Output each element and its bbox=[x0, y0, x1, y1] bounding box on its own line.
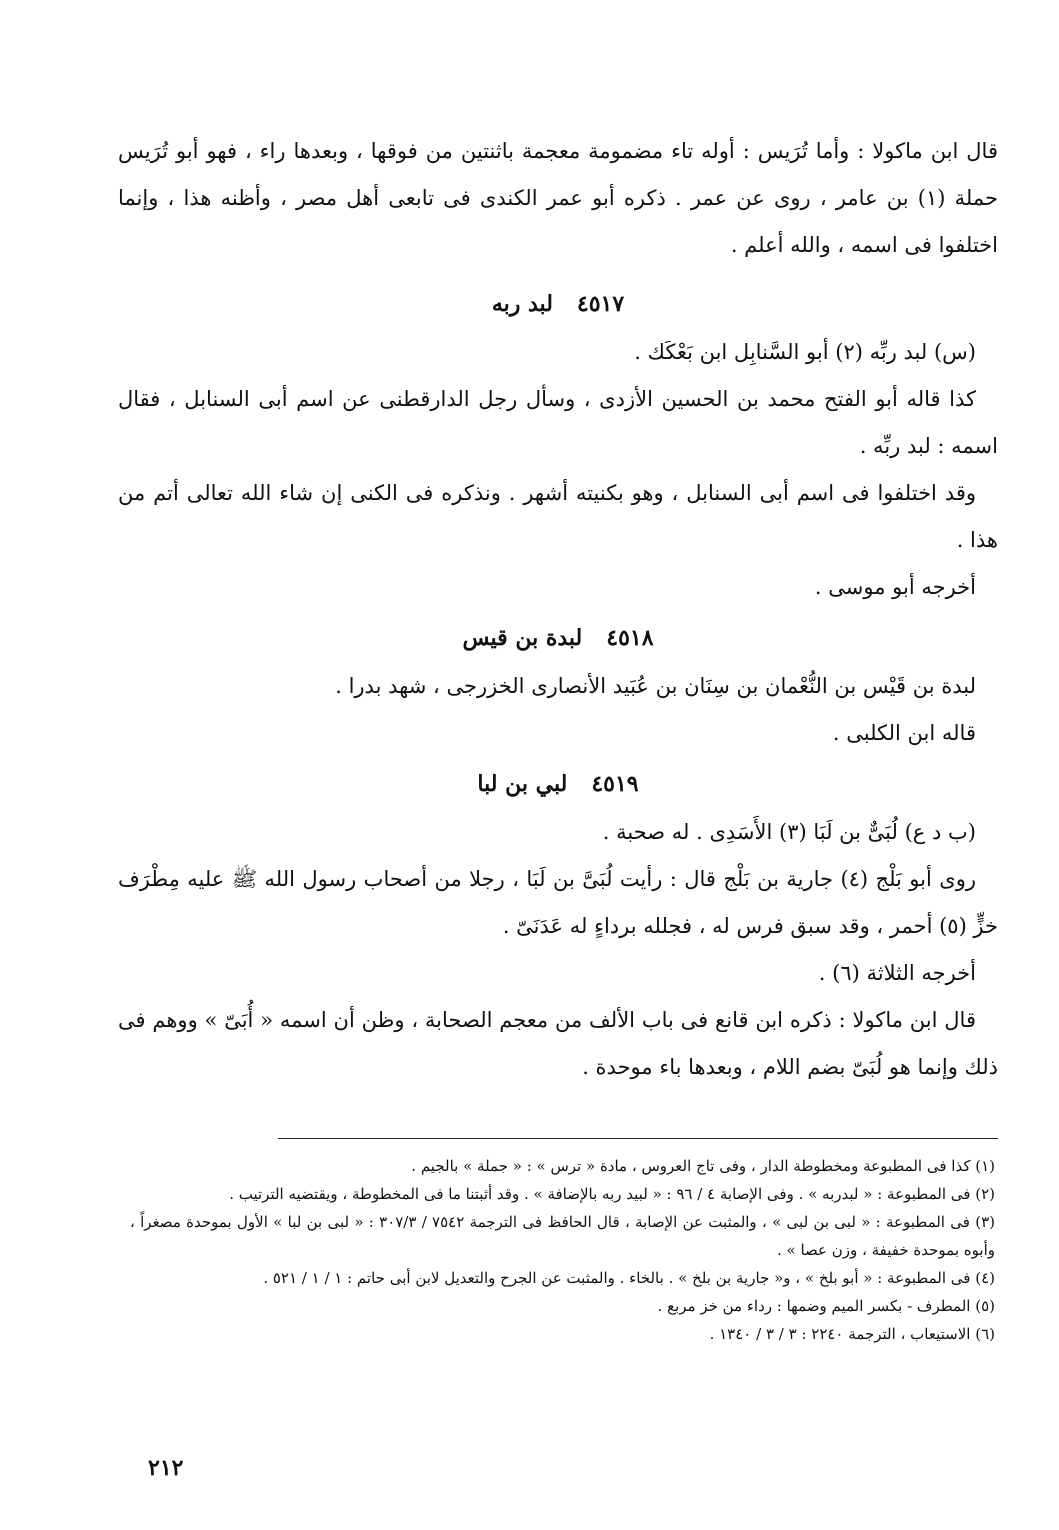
entry-paragraph: (س) لبد ربِّه (٢) أبو السَّنابِل ابن بَعْكَك . bbox=[634, 340, 976, 364]
footnote: (٢) فى المطبوعة : « لبدربه » . وفى الإصابة ٤ / ٩٦ : « لبيد ربه بالإضافة » . وقد أثبتنا ما فى المخطوطة ، ويقتضيه الترتيب . bbox=[229, 1185, 995, 1203]
entry-paragraph: وقد اختلفوا فى اسم أبى السنابل ، وهو بكنيته أشهر . ونذكره فى الكنى إن شاء الله تعالى أتم من هذا . bbox=[118, 481, 998, 552]
entry-paragraph: أخرجه الثلاثة (٦) . bbox=[818, 961, 976, 985]
footnote: (٦) الاستيعاب ، الترجمة ٢٢٤٠ : ٣ / ٣ / ١٣٤٠ . bbox=[709, 1325, 995, 1343]
entry-heading bbox=[118, 759, 998, 809]
main-text bbox=[118, 128, 998, 1091]
entry-paragraph: لبدة بن قَيْس بن النُّعْمان بن سِنَان بن عُبَيد الأنصارى الخزرجى ، شهد بدرا . bbox=[335, 674, 976, 698]
entry-title: لبدة بن قيس bbox=[462, 625, 583, 651]
page-number: ٢١٢ bbox=[148, 1455, 184, 1481]
entry-paragraph: (ب د ع) لُبَىٌّ بن لَبَا (٣) الأَسَدِى . له صحبة . bbox=[602, 820, 976, 844]
footnote: (٣) فى المطبوعة : « لبى بن لبى » ، والمثبت عن الإصابة ، قال الحافظ فى الترجمة ٧٥٤٢ / ٣٠٧/٣ : « لبى بن لبا » الأول بموحدة مصغراً ، وأبوه بموحدة خفيفة ، وزن عصا » . bbox=[130, 1213, 995, 1259]
entry-paragraph: قال ابن ماكولا : ذكره ابن قانع فى باب الألف من معجم الصحابة ، وظن أن اسمه « أُبَىّ » ووهم فى ذلك وإنما هو لُبَىّ بضم اللام ، وبعدها باء موحدة . bbox=[118, 1008, 998, 1079]
entry-paragraph: كذا قاله أبو الفتح محمد بن الحسين الأزدى ، وسأل رجل الدارقطنى عن اسم أبى السنابل ، فقال اسمه : لبد ربِّه . bbox=[118, 387, 998, 458]
entry-paragraph: أخرجه أبو موسى . bbox=[814, 575, 976, 599]
entry-title: لبد ربه bbox=[491, 291, 553, 317]
entry-number: ٤٥١٩ bbox=[591, 771, 639, 797]
intro-paragraph: قال ابن ماكولا : وأما تُرَيس : أوله تاء مضمومة معجمة باثنتين من فوقها ، وبعدها راء ، فهو أبو تُرَيس حملة (١) بن عامر ، روى عن عمر . ذكره أبو عمر الكندى فى تابعى أهل مصر ، وأظنه هذا ، وإنما اختلفوا فى اسمه ، والله أعلم . bbox=[118, 139, 998, 257]
footnotes bbox=[130, 1152, 995, 1348]
entry-paragraph: روى أبو بَلْج (٤) جارية بن بَلْج قال : رأيت لُبَىَّ بن لَبَا ، رجلا من أصحاب رسول الله ﷺ عليه مِطْرَف خزٍّ (٥) أحمر ، وقد سبق فرس له ، فجلله برداءٍ له عَدَنَىّ . bbox=[118, 867, 998, 938]
footnote: (١) كذا فى المطبوعة ومخطوطة الدار ، وفى تاج العروس ، مادة « ترس » : « جملة » بالجيم . bbox=[411, 1157, 995, 1175]
footnote-divider bbox=[278, 1138, 998, 1139]
footnote: (٥) المطرف - بكسر الميم وضمها : رداء من خز مربع . bbox=[657, 1297, 995, 1315]
entry-heading bbox=[118, 613, 998, 663]
entry-heading bbox=[118, 279, 998, 329]
entry-number: ٤٥١٧ bbox=[576, 291, 625, 317]
footnote: (٤) فى المطبوعة : « أبو بلخ » ، و« جارية بن بلخ » . بالخاء . والمثبت عن الجرح والتعديل لابن أبى حاتم : ١ / ١ / ٥٢١ . bbox=[263, 1269, 995, 1287]
entry-paragraph: قاله ابن الكلبى . bbox=[832, 721, 976, 745]
entry-number: ٤٥١٨ bbox=[606, 625, 654, 651]
entry-title: لبي بن لبا bbox=[477, 771, 568, 797]
